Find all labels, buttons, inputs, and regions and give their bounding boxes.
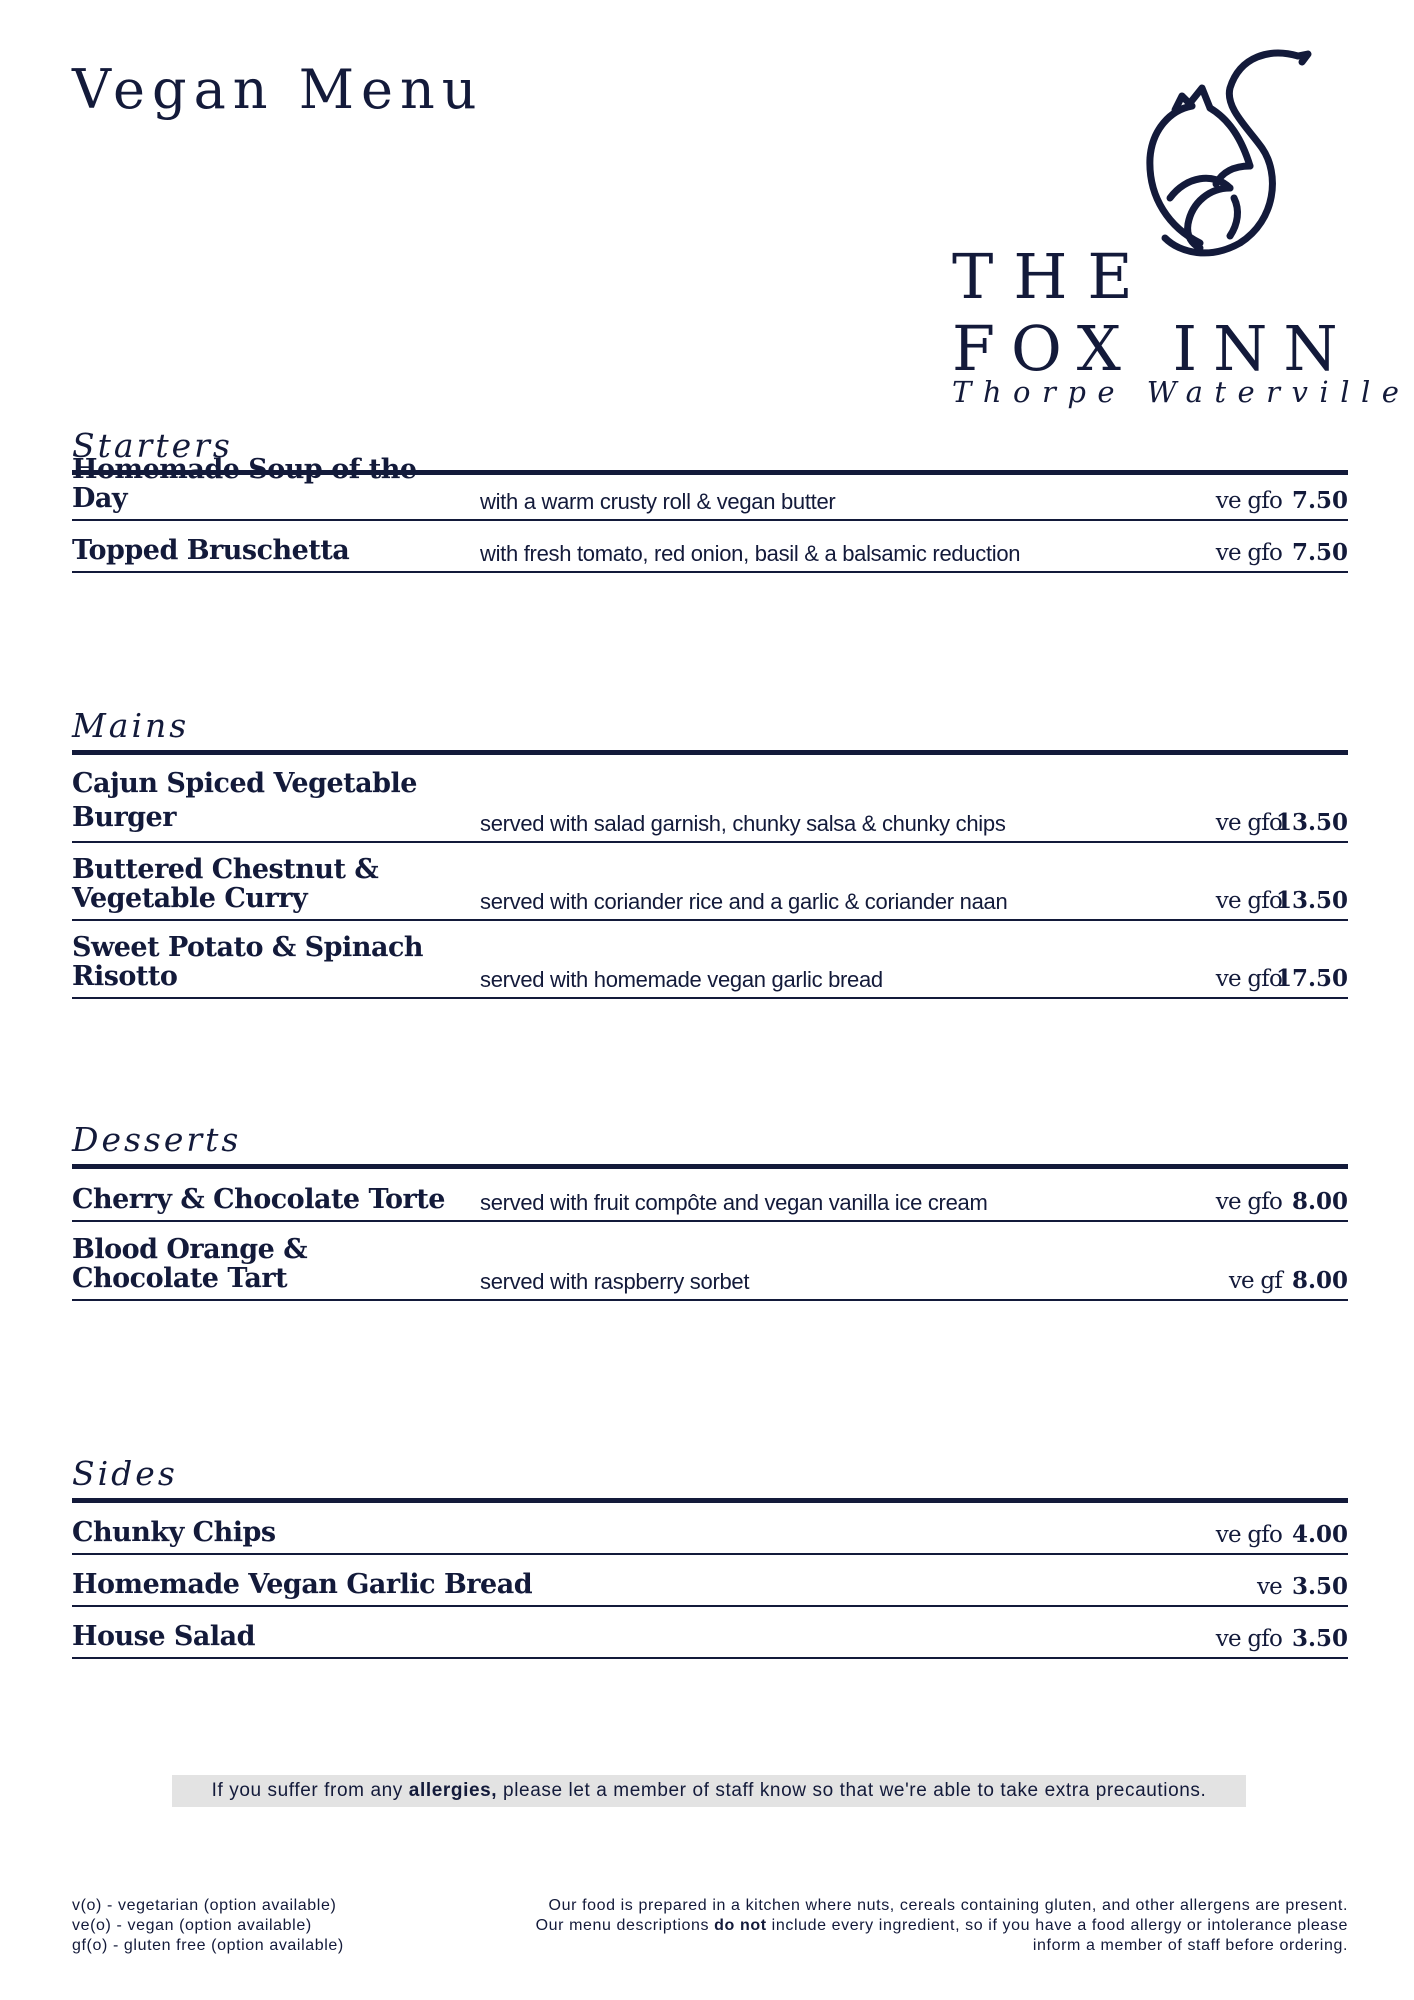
dietary-tags: ve gfo (1215, 540, 1282, 566)
allergy-notice-bold: allergies, (408, 1780, 498, 1801)
menu-item (72, 454, 1348, 521)
item-price: 13.50 (1275, 887, 1348, 914)
section-starters (72, 424, 1348, 573)
menu-item (72, 755, 1348, 843)
allergen-disclaimer (528, 1896, 1348, 1956)
dietary-tags: ve gfo (1215, 888, 1282, 914)
allergy-notice-text: If you suffer from any (211, 1780, 409, 1801)
key-gluten-free: gf(o) - gluten free (option available) (72, 1937, 344, 1954)
disclaimer-bold: do not (714, 1917, 767, 1934)
item-price: 7.50 (1291, 487, 1348, 514)
item-price: 17.50 (1275, 965, 1348, 992)
item-name: Homemade Soup of the Day (72, 454, 417, 514)
disclaimer-text: Our food is prepared in a kitchen where nuts, cereals containing gluten, and other allergens are present. Our menu descriptions (535, 1897, 1348, 1934)
item-name: Cherry & Chocolate Torte (72, 1184, 445, 1215)
item-name: Cajun Spiced Vegetable Burger (72, 768, 417, 833)
dietary-tags: ve gfo (1215, 1189, 1282, 1215)
allergy-notice-text-end: please let a member of staff know so that we're able to take extra precautions. (497, 1780, 1207, 1801)
brand-logo (950, 48, 1411, 418)
item-name: Chunky Chips (72, 1517, 276, 1548)
item-description: served with raspberry sorbet (480, 1269, 750, 1294)
dietary-tags: ve gfo (1215, 488, 1282, 514)
item-name: Sweet Potato & Spinach Risotto (72, 932, 424, 992)
allergy-notice (172, 1775, 1246, 1807)
dietary-tags: ve (1256, 1574, 1282, 1600)
item-name: Topped Bruschetta (72, 535, 350, 566)
item-description: with fresh tomato, red onion, basil & a balsamic reduction (480, 541, 1021, 566)
item-price: 3.50 (1291, 1573, 1348, 1600)
menu-item (72, 921, 1348, 999)
item-price: 13.50 (1275, 809, 1348, 836)
logo-location: Thorpe Waterville (952, 375, 1411, 409)
menu-item (72, 1222, 1348, 1301)
key-vegan: ve(o) - vegan (option available) (72, 1917, 312, 1934)
item-name: Buttered Chestnut & Vegetable Curry (72, 854, 379, 914)
menu-item (72, 843, 1348, 921)
item-name: House Salad (72, 1621, 256, 1652)
item-name: Blood Orange & Chocolate Tart (72, 1234, 308, 1294)
menu-item (72, 1555, 1348, 1607)
menu-item (72, 1169, 1348, 1222)
dietary-tags: ve gfo (1215, 810, 1282, 836)
menu-item (72, 521, 1348, 573)
section-title: Mains (72, 706, 190, 745)
section-title: Starters (72, 426, 233, 465)
dietary-key (72, 1896, 344, 1956)
item-description: with a warm crusty roll & vegan butter (480, 489, 836, 514)
section-title: Sides (72, 1454, 178, 1493)
logo-line-name: FOX INN (952, 312, 1354, 385)
item-price: 8.00 (1291, 1188, 1348, 1215)
section-desserts (72, 1118, 1348, 1301)
section-title: Desserts (72, 1120, 242, 1159)
item-price: 8.00 (1291, 1267, 1348, 1294)
section-sides (72, 1452, 1348, 1659)
item-name: Homemade Vegan Garlic Bread (72, 1569, 533, 1600)
dietary-tags: ve gf (1228, 1268, 1282, 1294)
item-price: 7.50 (1291, 539, 1348, 566)
item-price: 3.50 (1291, 1625, 1348, 1652)
menu-item (72, 1607, 1348, 1659)
item-price: 4.00 (1291, 1521, 1348, 1548)
dietary-tags: ve gfo (1215, 966, 1282, 992)
page-title: Vegan Menu (72, 58, 484, 121)
key-vegetarian: v(o) - vegetarian (option available) (72, 1897, 337, 1914)
item-description: served with salad garnish, chunky salsa & chunky chips (480, 811, 1006, 836)
dietary-tags: ve gfo (1215, 1626, 1282, 1652)
item-description: served with fruit compôte and vegan vanilla ice cream (480, 1190, 988, 1215)
logo-line-the: THE (952, 240, 1153, 313)
dietary-tags: ve gfo (1215, 1522, 1282, 1548)
item-description: served with coriander rice and a garlic & coriander naan (480, 889, 1008, 914)
section-mains (72, 704, 1348, 999)
item-description: served with homemade vegan garlic bread (480, 967, 883, 992)
disclaimer-text-end: include every ingredient, so if you have a food allergy or intolerance please inform a member of staff before ordering. (766, 1917, 1348, 1954)
fox-icon (1130, 48, 1330, 288)
menu-item (72, 1503, 1348, 1555)
